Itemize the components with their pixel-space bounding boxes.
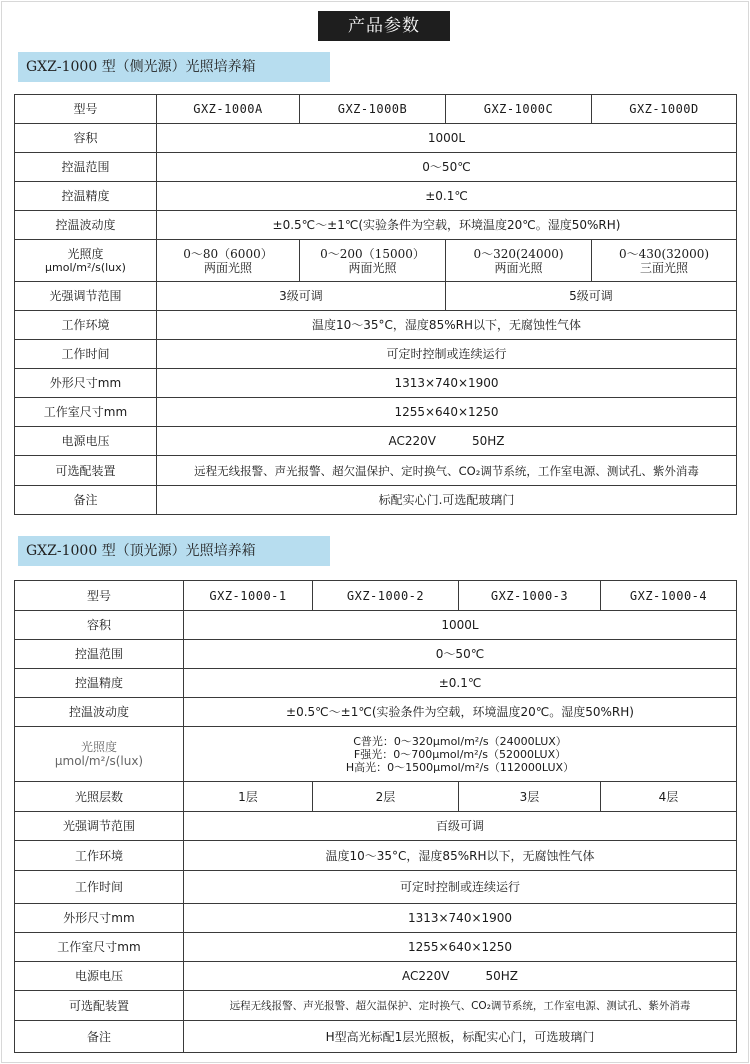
light-adjust-value: 百级可调 (184, 812, 737, 841)
temp-fluctuation-value: ±0.5℃～±1℃(实验条件为空载，环境温度20℃。湿度50%RH) (157, 211, 737, 240)
illuminance-unit: μmol/m²/s(lux) (54, 754, 144, 768)
table-row-work-time (15, 871, 737, 904)
table-row-illuminance (15, 727, 737, 782)
row-label-model: 型号 (15, 95, 157, 124)
table-row-work-time (15, 340, 737, 369)
table-row-layers (15, 782, 737, 812)
layers-cell: 1层 (184, 782, 313, 812)
section2-header: GXZ-1000 型（顶光源）光照培养箱 (18, 536, 330, 566)
illuminance-unit: μmol/m²/s(lux) (45, 260, 126, 274)
row-label-environment: 工作环境 (15, 311, 157, 340)
illuminance-label: 光照度 (67, 246, 104, 261)
light-adjust-value: 5级可调 (446, 282, 737, 311)
model-cell: GXZ-1000D (592, 95, 737, 124)
power-value (157, 427, 737, 456)
row-label-chamber-size: 工作室尺寸mm (15, 933, 184, 962)
table-row-environment (15, 841, 737, 871)
row-label-power: 电源电压 (15, 427, 157, 456)
temp-fluctuation-value: ±0.5℃～±1℃(实验条件为空载，环境温度20℃。湿度50%RH) (184, 698, 737, 727)
illuminance-cell (592, 240, 737, 282)
table-row-power (15, 962, 737, 991)
illuminance-cell (300, 240, 446, 282)
chamber-size-value: 1255×640×1250 (184, 933, 737, 962)
row-label-options: 可选配装置 (15, 456, 157, 486)
row-label-illuminance (15, 727, 184, 782)
table-row-temp-fluctuation (15, 211, 737, 240)
table-row-power (15, 427, 737, 456)
row-label-light-adjust: 光强调节范围 (15, 812, 184, 841)
dimensions-value: 1313×740×1900 (184, 904, 737, 933)
table-row-chamber-size (15, 398, 737, 427)
row-label-temp-accuracy: 控温精度 (15, 669, 184, 698)
model-cell: GXZ-1000-4 (601, 581, 737, 611)
row-label-dimensions: 外形尺寸mm (15, 369, 157, 398)
row-label-power: 电源电压 (15, 962, 184, 991)
illuminance-note: 两面光照 (348, 260, 397, 275)
dimensions-value: 1313×740×1900 (157, 369, 737, 398)
model-cell: GXZ-1000A (157, 95, 300, 124)
options-value: 远程无线报警、声光报警、超欠温保护、定时换气、CO₂调节系统，工作室电源、测试孔、紫外消毒 (157, 456, 737, 486)
table-row-illuminance (15, 240, 737, 282)
illuminance-label: 光照度 (80, 740, 117, 754)
row-label-temp-fluctuation: 控温波动度 (15, 698, 184, 727)
table-row-volume (15, 611, 737, 640)
layers-cell: 3层 (459, 782, 601, 812)
table-row-temp-accuracy (15, 669, 737, 698)
power-frequency: 50HZ (485, 969, 518, 983)
table-row-environment (15, 311, 737, 340)
table-row-model (15, 581, 737, 611)
row-label-model: 型号 (15, 581, 184, 611)
row-label-work-time: 工作时间 (15, 871, 184, 904)
row-label-illuminance (15, 240, 157, 282)
row-label-temp-range: 控温范围 (15, 153, 157, 182)
chamber-size-value: 1255×640×1250 (157, 398, 737, 427)
table-row-model (15, 95, 737, 124)
table-row-light-adjust (15, 282, 737, 311)
table-row-dimensions (15, 904, 737, 933)
power-frequency: 50HZ (471, 434, 505, 448)
illuminance-note: 两面光照 (203, 260, 252, 275)
illuminance-line: C普光：0～320μmol/m²/s（24000LUX） (353, 734, 567, 748)
page-title: 产品参数 (318, 11, 450, 41)
table-row-temp-range (15, 153, 737, 182)
model-cell: GXZ-1000B (300, 95, 446, 124)
illuminance-line: H高光：0～1500μmol/m²/s（112000LUX） (345, 760, 575, 774)
row-label-options: 可选配装置 (15, 991, 184, 1021)
row-label-layers: 光照层数 (15, 782, 184, 812)
illuminance-cell (157, 240, 300, 282)
table-row-chamber-size (15, 933, 737, 962)
table-row-options (15, 991, 737, 1021)
light-adjust-value: 3级可调 (157, 282, 446, 311)
environment-value: 温度10～35°C，湿度85%RH以下，无腐蚀性气体 (157, 311, 737, 340)
illuminance-range: 0～320(24000) (473, 246, 564, 261)
volume-value: 1000L (184, 611, 737, 640)
spec-table-top-light (14, 580, 737, 1053)
row-label-dimensions: 外形尺寸mm (15, 904, 184, 933)
table-row-remark (15, 486, 737, 515)
row-label-volume: 容积 (15, 124, 157, 153)
layers-cell: 4层 (601, 782, 737, 812)
table-row-volume (15, 124, 737, 153)
work-time-value: 可定时控制或连续运行 (184, 871, 737, 904)
table-row-dimensions (15, 369, 737, 398)
model-cell: GXZ-1000-3 (459, 581, 601, 611)
work-time-value: 可定时控制或连续运行 (157, 340, 737, 369)
temp-range-value: 0～50℃ (157, 153, 737, 182)
table-row-temp-range (15, 640, 737, 669)
table-row-temp-accuracy (15, 182, 737, 211)
row-label-chamber-size: 工作室尺寸mm (15, 398, 157, 427)
spec-table-side-light (14, 94, 737, 515)
layers-cell: 2层 (313, 782, 459, 812)
model-cell: GXZ-1000-2 (313, 581, 459, 611)
row-label-temp-range: 控温范围 (15, 640, 184, 669)
temp-range-value: 0～50℃ (184, 640, 737, 669)
power-value (184, 962, 737, 991)
row-label-temp-fluctuation: 控温波动度 (15, 211, 157, 240)
illuminance-note: 三面光照 (639, 260, 688, 275)
illuminance-cell (446, 240, 592, 282)
model-cell: GXZ-1000-1 (184, 581, 313, 611)
temp-accuracy-value: ±0.1℃ (184, 669, 737, 698)
power-voltage: AC220V (401, 969, 450, 983)
illuminance-value (184, 727, 737, 782)
table-row-remark (15, 1021, 737, 1053)
row-label-remark: 备注 (15, 486, 157, 515)
environment-value: 温度10～35°C，湿度85%RH以下，无腐蚀性气体 (184, 841, 737, 871)
row-label-remark: 备注 (15, 1021, 184, 1053)
power-voltage: AC220V (388, 434, 436, 448)
model-cell: GXZ-1000C (446, 95, 592, 124)
table-row-options (15, 456, 737, 486)
illuminance-note: 两面光照 (494, 260, 543, 275)
table-row-light-adjust (15, 812, 737, 841)
illuminance-range: 0～200（15000） (320, 246, 425, 261)
illuminance-range: 0～80（6000） (183, 246, 273, 261)
row-label-work-time: 工作时间 (15, 340, 157, 369)
volume-value: 1000L (157, 124, 737, 153)
illuminance-line: F强光：0～700μmol/m²/s（52000LUX） (353, 747, 567, 761)
remark-value: H型高光标配1层光照板，标配实心门，可选玻璃门 (184, 1021, 737, 1053)
row-label-environment: 工作环境 (15, 841, 184, 871)
remark-value: 标配实心门.可选配玻璃门 (157, 486, 737, 515)
row-label-light-adjust: 光强调节范围 (15, 282, 157, 311)
illuminance-range: 0～430(32000) (618, 246, 710, 261)
row-label-volume: 容积 (15, 611, 184, 640)
section1-header: GXZ-1000 型（侧光源）光照培养箱 (18, 52, 330, 82)
table-row-temp-fluctuation (15, 698, 737, 727)
row-label-temp-accuracy: 控温精度 (15, 182, 157, 211)
temp-accuracy-value: ±0.1℃ (157, 182, 737, 211)
options-value: 远程无线报警、声光报警、超欠温保护、定时换气、CO₂调节系统，工作室电源、测试孔、紫外消毒 (184, 991, 737, 1021)
